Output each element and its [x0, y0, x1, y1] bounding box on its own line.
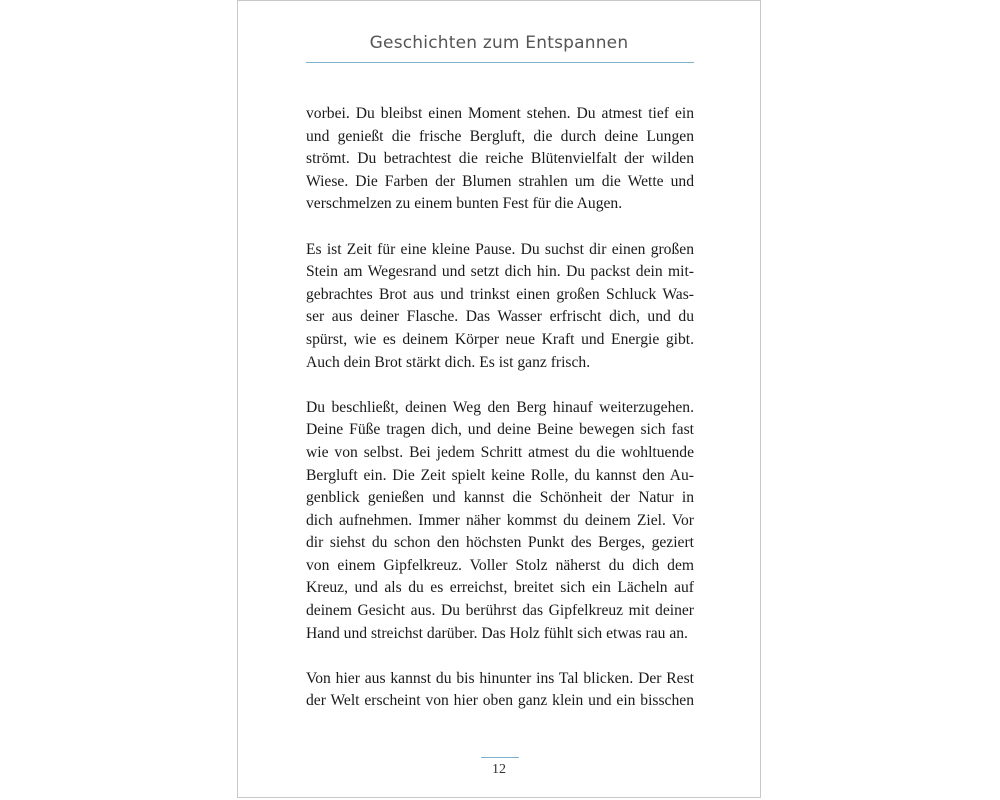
text-line: ser aus deiner Flasche. Das Wasser erfrischt dich, und du [306, 308, 694, 326]
header-divider [306, 62, 694, 63]
paragraph [306, 397, 694, 646]
text-line: vorbei. Du bleibst einen Moment stehen. Du atmest tief ein [306, 105, 694, 122]
text-line: Stein am Wegesrand und setzt dich hin. Du packst dein mit- [306, 263, 694, 281]
text-line: Hand und streichst darüber. Das Holz fühlt sich etwas rau an. [306, 624, 688, 642]
text-line: dir siehst du schon den höchsten Punkt des Berges, geziert [306, 534, 694, 552]
page-number: 12 [492, 762, 506, 777]
text-line: der Welt erscheint von hier oben ganz klein und ein bisschen [306, 692, 694, 710]
running-header-title: Geschichten zum Entspannen [369, 33, 629, 53]
text-line: und genießt die frische Bergluft, die durch deine Lungen [306, 127, 694, 145]
text-line: Bergluft ein. Die Zeit spielt keine Rolle, du kannst den Au- [306, 466, 694, 484]
text-line: Auch dein Brot stärkt dich. Es ist ganz frisch. [306, 353, 591, 371]
footer-divider [481, 757, 519, 758]
paragraph [306, 103, 694, 216]
page-body [306, 103, 694, 736]
text-line: Es ist Zeit für eine kleine Pause. Du suchst dir einen großen [306, 240, 694, 258]
text-line: dich aufnehmen. Immer näher kommst du deinem Ziel. Vor [306, 511, 694, 529]
paragraph [306, 668, 694, 713]
text-line: gebrachtes Brot aus und trinkst einen großen Schluck Was- [306, 285, 694, 303]
text-line: spürst, wie es deinem Körper neue Kraft und Energie gibt. [306, 330, 694, 348]
paragraph [306, 239, 694, 375]
text-line: wie von selbst. Bei jedem Schritt atmest du die wohltuende [306, 443, 694, 461]
text-line: strömt. Du betrachtest die reiche Blütenvielfalt der wilden [306, 150, 694, 168]
text-line: Wiese. Die Farben der Blumen strahlen um die Wette und [306, 172, 694, 190]
text-line: Deine Füße tragen dich, und deine Beine bewegen sich fast [306, 421, 694, 439]
text-line: Kreuz, und als du es erreichst, breitet sich ein Lächeln auf [306, 579, 694, 597]
text-line: Von hier aus kannst du bis hinunter ins Tal blicken. Der Rest [306, 669, 694, 687]
text-line: deinem Gesicht aus. Du berührst das Gipfelkreuz mit deiner [306, 602, 694, 620]
book-page [237, 0, 761, 798]
text-line: genblick genießen und kannst die Schönheit der Natur in [306, 489, 694, 507]
text-line: von einem Gipfelkreuz. Voller Stolz näherst du dich dem [306, 556, 694, 574]
text-line: verschmelzen zu einem bunten Fest für die Augen. [306, 195, 623, 213]
text-line: Du beschließt, deinen Weg den Berg hinauf weiterzugehen. [306, 398, 694, 416]
